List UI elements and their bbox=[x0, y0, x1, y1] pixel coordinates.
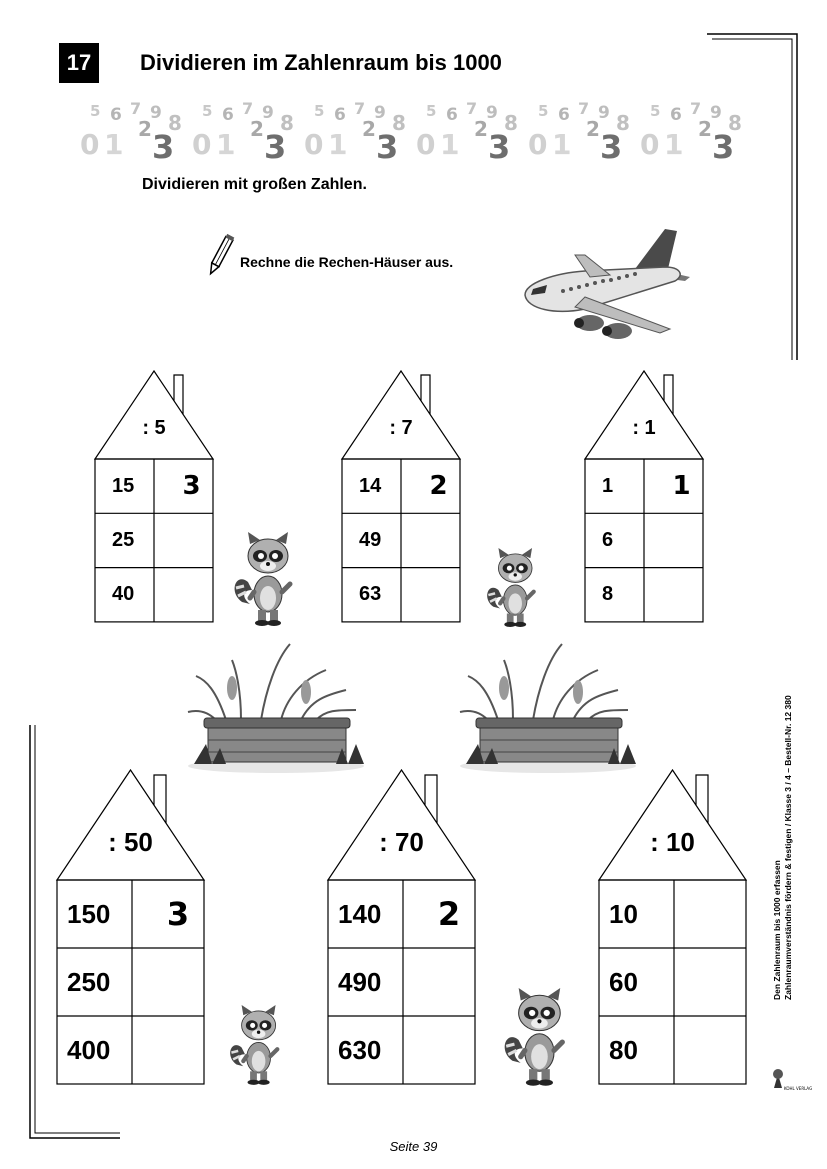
rechen-haus bbox=[585, 371, 703, 622]
instruction: Rechne die Rechen-Häuser aus. bbox=[240, 254, 454, 270]
divisor-label: : 7 bbox=[389, 416, 413, 439]
answer-field[interactable] bbox=[674, 948, 746, 1016]
answer-field[interactable]: 2 bbox=[429, 471, 448, 502]
answer-field[interactable] bbox=[132, 948, 204, 1016]
raccoon-illustration bbox=[485, 548, 555, 628]
planter-illustration bbox=[186, 640, 366, 775]
dividend-cell: 6 bbox=[602, 528, 614, 551]
airplane-illustration bbox=[515, 225, 695, 345]
rechen-haus bbox=[95, 371, 213, 622]
answer-field[interactable] bbox=[644, 568, 703, 622]
answer-field[interactable]: 1 bbox=[672, 471, 691, 502]
answer-field[interactable] bbox=[674, 1016, 746, 1084]
rechen-haus bbox=[328, 770, 475, 1084]
answer-field[interactable] bbox=[132, 1016, 204, 1084]
raccoon-illustration bbox=[502, 988, 578, 1088]
rechen-haus bbox=[342, 371, 460, 622]
dividend-cell: 400 bbox=[67, 1034, 111, 1065]
dividend-cell: 14 bbox=[359, 474, 382, 497]
dividend-cell: 630 bbox=[338, 1034, 382, 1065]
answer-field[interactable] bbox=[403, 1016, 475, 1084]
divisor-label: : 70 bbox=[379, 827, 424, 858]
page-number: Seite 39 bbox=[389, 1139, 438, 1154]
rechen-haus bbox=[599, 770, 746, 1084]
dividend-cell: 60 bbox=[609, 966, 638, 997]
answer-field[interactable]: 2 bbox=[437, 895, 461, 933]
raccoon-illustration bbox=[232, 532, 302, 628]
dividend-cell: 15 bbox=[112, 474, 135, 497]
dividend-cell: 10 bbox=[609, 898, 638, 929]
dividend-cell: 140 bbox=[338, 898, 382, 929]
raccoon-illustration bbox=[228, 1005, 298, 1087]
publisher-logo bbox=[768, 1066, 813, 1092]
dividend-cell: 25 bbox=[112, 528, 135, 551]
answer-field[interactable] bbox=[401, 513, 460, 567]
pencil-icon bbox=[205, 232, 235, 280]
side-line-1: Den Zahlenraum bis 1000 erfassen bbox=[772, 860, 782, 1000]
dividend-cell: 150 bbox=[67, 898, 111, 929]
answer-field[interactable] bbox=[674, 880, 746, 948]
answer-field[interactable] bbox=[154, 513, 213, 567]
divisor-label: : 10 bbox=[650, 827, 695, 858]
planter-illustration bbox=[458, 640, 638, 775]
answer-field[interactable] bbox=[644, 513, 703, 567]
answer-field[interactable] bbox=[154, 568, 213, 622]
answer-field[interactable]: 3 bbox=[182, 471, 201, 502]
dividend-cell: 40 bbox=[112, 583, 135, 606]
dividend-cell: 80 bbox=[609, 1034, 638, 1065]
side-line-2: Zahlenraumverständnis fördern & festigen / Klasse 3 / 4 – Bestell-Nr. 12 380 bbox=[783, 695, 793, 1000]
svg-text:KOHL VERLAG: KOHL VERLAG bbox=[784, 1086, 813, 1091]
exercise-number: 17 bbox=[59, 43, 99, 83]
dividend-cell: 49 bbox=[359, 528, 382, 551]
divisor-label: : 1 bbox=[632, 416, 656, 439]
dividend-cell: 1 bbox=[602, 474, 614, 497]
side-publication-info bbox=[772, 580, 794, 1000]
dividend-cell: 8 bbox=[602, 583, 614, 606]
dividend-cell: 490 bbox=[338, 966, 382, 997]
dividend-cell: 63 bbox=[359, 583, 382, 606]
subtitle: Dividieren mit großen Zahlen. bbox=[142, 176, 367, 193]
answer-field[interactable]: 3 bbox=[166, 895, 190, 933]
answer-field[interactable] bbox=[401, 568, 460, 622]
dividend-cell: 250 bbox=[67, 966, 111, 997]
number-banner bbox=[80, 96, 750, 160]
rechen-haus bbox=[57, 770, 204, 1084]
answer-field[interactable] bbox=[403, 948, 475, 1016]
page-title: Dividieren im Zahlenraum bis 1000 bbox=[140, 50, 502, 75]
divisor-label: : 5 bbox=[142, 416, 166, 439]
divisor-label: : 50 bbox=[108, 827, 153, 858]
